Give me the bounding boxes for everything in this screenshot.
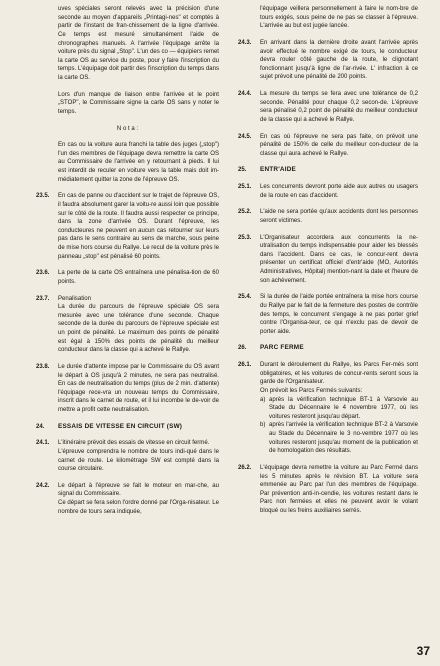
paragraph-note-text xyxy=(36,141,219,184)
section-row xyxy=(36,482,219,517)
list-item-marker: b) xyxy=(260,422,266,429)
section-row xyxy=(238,361,418,396)
paragraph-text: En cas ou la voiture aura franchi la table des juges („stop") l'un des membres de l'équipage devra remettre la carte OS au Commissaire de l'arrivée en y retournant à pieds. Il lui est interdit de reculer en voiture vers la table mais doit im-médiatement quitter la zone de l'épreuve OS. xyxy=(58,142,219,183)
section-number: 24.3. xyxy=(238,39,252,46)
paragraph-23-7 xyxy=(36,295,219,355)
section-text: Le durée d'attente impose par le Commissaire du OS avant le départ à OS jusqu'à 2 minutes, ne sera pas neutralisé. En cas de neutralisation du temps (plus de 2 min. d'attente) l'équipage rece-vra un nouveau temps du Commissaire, inscrit dans le carnet de route, et il lui incombe le de-voir de mettre a profit cette neutralisation. xyxy=(58,363,219,413)
right-column xyxy=(238,5,418,516)
section-text: L'itinéraire prévoit des essais de vitesse en circuit fermé. L'épreuve comprendra le nombre de tours indi-qué dans le carnet de route. Le kilométrage SW est compté dans la course circulaire. xyxy=(58,440,219,473)
section-number: 24. xyxy=(36,423,45,430)
section-row xyxy=(36,363,219,415)
paragraph-note-label xyxy=(36,125,219,134)
section-text: Penalisation La durée du parcours de l'épreuve spéciale OS sera mesurée avec une tolérance d'une seconde. Chaque seconde de la durée du parcours de l'épreuve spéciale est un point de pénalité. Le maximum des points de pénalité est égal à 150% des points de pénalité du meilleur conducteur dans la classe qui a achevé le Rallye. xyxy=(58,295,219,354)
section-text: La perte de la carte OS entraînera une pénalisa-tion de 60 points. xyxy=(58,270,219,285)
section-number: 25.1. xyxy=(238,184,252,190)
page-number: 37 xyxy=(416,644,430,658)
section-number: 26.2. xyxy=(238,464,252,471)
section-text: Durant le déroulement du Rallye, les Parcs Fer-més sont obligatoires, et les voitures de concur-rents seront sous la garde de l'Organisateur. On prévoit les Parcs Fermés suivants: xyxy=(260,362,418,394)
list-item-text: après l'arrivée la vérification technique BT-2 à Varsovie au Stade du Décennaire le 3 no-vembre 1977 où les voitures resteront jusqu'au moment de la publication et de homologation des résultats. xyxy=(269,422,418,455)
paragraph-24-1 xyxy=(36,439,219,474)
paragraph-23-8 xyxy=(36,363,219,415)
section-heading: PARC FERME xyxy=(260,344,304,352)
section-text: L'aide ne sera portée qu'aux accidents dont les personnes seront victimes. xyxy=(260,209,418,224)
section-text: Le départ à l'épreuve se fait le moteur en mar-che, au signal du Commissaire. Ce départ se fera selon l'ordre donné par l'Orga-nisateur. Le nombre de tours sera indiquée, xyxy=(58,482,219,515)
section-row xyxy=(36,192,219,261)
paragraph-26-2 xyxy=(238,464,418,516)
paragraph-23-6 xyxy=(36,269,219,286)
paragraph-25-1 xyxy=(238,183,418,200)
left-column xyxy=(36,5,219,516)
section-text: En cas de panne ou d'accident sur le trajet de l'épreuve OS, il faudra absolument garer la voitu-re aussi loin que possible sur le côté de la route. Il faudra aussi respecter ce principe, dans la zone d'arrivée OS. Durant l'épreuve, les conducteures ne peuvent en aucun cas retourner sur leurs pas dans le sens contraire au sens de marche, sous peine de mise hors course du Rallye. Le recul de la voiture près le panneau „stop" est pénalisé 60 points. xyxy=(58,193,220,260)
section-number: 26. xyxy=(238,345,247,352)
paragraph-25 xyxy=(238,166,418,175)
section-number: 25.4. xyxy=(238,294,252,301)
paragraph-25-3 xyxy=(238,234,418,286)
section-heading: ENTR'AIDE xyxy=(260,166,296,174)
section-number: 24.4. xyxy=(238,91,252,97)
section-row xyxy=(238,39,418,82)
section-row xyxy=(238,344,418,353)
paragraph-text: Lors d'un manque de liaison entre l'arrivée et le point „STOP", le Commissaire signe la carte OS sans y noter le temps. xyxy=(58,91,219,115)
section-text: En cas où l'épreuve ne sera pas faite, on prévoit une pénalité de 150% de celle du meilleur con-ducteur de la classe qui aura achevé le Rallye. xyxy=(260,133,418,157)
paragraph-24 xyxy=(36,423,219,432)
list-item-marker: a) xyxy=(260,396,266,403)
section-text: L'équipage devra remettre la voiture au Parc Fermé dans les 5 minutes après le révision BT. La voiture sera emmenée au Parc par l'un des membres de l'équipage. Par prévention anti-in-cendie, les voitures restant dans le Parc non fermées et elles ne peuvent avoir le volant bloqué ou les freins auxiliaires serrés. xyxy=(260,464,418,514)
section-row xyxy=(238,133,418,159)
paragraph-intro1 xyxy=(36,5,219,83)
section-number: 25.2. xyxy=(238,209,252,216)
section-row xyxy=(36,269,219,286)
section-row xyxy=(36,439,219,474)
section-number: 24.1. xyxy=(36,440,50,447)
paragraph-26 xyxy=(238,344,418,353)
paragraph-text: N o t a : xyxy=(116,125,139,132)
section-text: En arrivant dans la dernière droite avant l'arrivée après avoir effectué le nombre exigé de tours, le conducteur devra rouler côté gauche de la route, le clignotant fonctionnant jusqu'à ligne de l'ar-rivée. L' infraction à ce sujet prévoit une pénalité de 200 points. xyxy=(260,39,418,81)
section-row xyxy=(238,166,418,175)
section-text: La mesure du temps se fera avec une tolérance de 0,2 seconde. Pénalité pour chaque 0,2 secon-de. L'épreuve sera pénalisé 0,2 point de pénalité du meilleur conducteur de la classe qui a achevé le Rallye. xyxy=(260,91,418,123)
section-row xyxy=(238,183,418,200)
section-number: 23.8. xyxy=(36,363,50,370)
paragraph-24-3 xyxy=(238,39,418,82)
section-row xyxy=(36,295,219,355)
section-number: 26.1. xyxy=(238,362,252,368)
paragraph-24-5 xyxy=(238,133,418,159)
paragraph-text: uves spéciales seront relevés avec la précision d'une seconde au moyen d'appareils „Printagi-nes" et comptés à partir de l'instant de fran-chissement de la ligne d'arrivée. Ce temps est mesuré simultanément l'aide de chronographes manuels. A l'arrivée l'équipage arrête la voiture près du signal „Stop". L'un des co — équipiers remet la carte OS au service du poste, pour y faire l'inscription du temps. L'équipage doit partir des l'inscription du temps dans la carte OS. xyxy=(58,6,219,81)
list-item xyxy=(238,396,418,422)
section-number: 25. xyxy=(238,167,247,174)
section-row xyxy=(238,293,418,336)
section-text: Si la durée de l'aide portée entraînera la mise hors course du Rallye par le fait de la fermeture des postes de contrôle des temps, le concurrent s'engage à ne pas porter grief contre l'Organisa-teur, ce qui n'exclu pas de devoir de porter aide. xyxy=(260,294,418,335)
section-number: 23.6. xyxy=(36,270,50,277)
paragraph-24-2 xyxy=(36,482,219,517)
section-row xyxy=(238,234,418,286)
section-text: Les concurrents devront porte aide aux autres ou usagers de la route en cas d'accident. xyxy=(260,184,418,199)
paragraph-26-1 xyxy=(238,361,418,456)
list-item-text: après la vérification technique BT-1 à Varsovie au Stade du Décennaire le 4 novembre 1977, où les voitures resteront jusqu'au départ. xyxy=(269,396,418,420)
section-number: 24.2. xyxy=(36,482,50,489)
section-number: 23.7. xyxy=(36,295,50,302)
section-row xyxy=(238,90,418,125)
paragraph-25-4 xyxy=(238,293,418,336)
paragraph-24-4 xyxy=(238,90,418,125)
list-item xyxy=(238,421,418,456)
section-number: 24.5. xyxy=(238,133,252,140)
paragraph-25-2 xyxy=(238,208,418,225)
section-row xyxy=(238,464,418,516)
paragraph-text: l'équipage veillera personnellement à faire le nom-bre de tours exigés, sous peine de ne pas se classer à l'épreuve. L'arrivée au but est jugée lancée. xyxy=(260,6,418,30)
paragraph-intro2 xyxy=(36,91,219,117)
paragraph-cont1 xyxy=(238,5,418,31)
section-text: L'Organisateur accordera aux concurrents la ne-utralisation du temps indispensable pour aider les blessés dans l'accident. Dans ce cas, le concur-rent devra présenter un certificat officiel d'entr'aide (MO, Autorités Administratives, Hôpital) mention-nant la date et l'heure de son achèvement. xyxy=(260,234,418,284)
section-number: 23.5. xyxy=(36,193,50,200)
section-row xyxy=(36,423,219,432)
paragraph-23-5 xyxy=(36,192,219,261)
section-number: 25.3. xyxy=(238,234,252,241)
section-heading: ESSAIS DE VITESSE EN CIRCUIT (SW) xyxy=(58,422,183,430)
section-row xyxy=(238,208,418,225)
